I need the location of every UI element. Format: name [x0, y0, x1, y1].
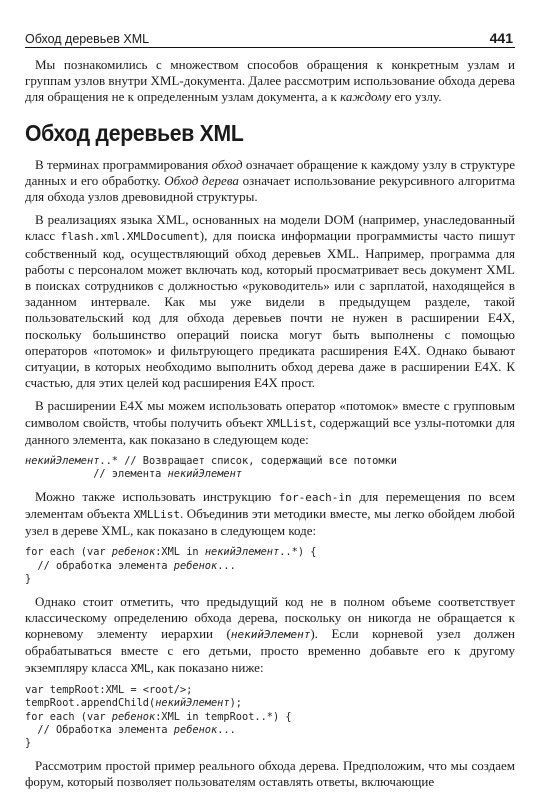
running-title: Обход деревьев XML [25, 32, 150, 46]
for-each-paragraph: Можно также использовать инструкцию for-each-in для перемещения по всем элементам объекта XMLList. Объединив эти методики вместе, мы легко обойдем любой узел в дереве XML, как показано в следующем коде: [25, 488, 515, 539]
code-listing-3: var tempRoot:XML = <root/>; tempRoot.appendChild(некийЭлемент); for each (var ребенок:XML in tempRoot..*) { // Обработка элемента ребенок... } [25, 683, 292, 750]
page-number: 441 [489, 30, 513, 46]
root-paragraph: Однако стоит отметить, что предыдущий код не в полном объеме соответствует классическому определению обхода дерева, поскольку он никогда не обращается к корневому элементу иерархии (некийЭлемент). Если корневой узел должен обрабатываться вместе с его детьми, просто временно добавьте его к другому экземпляру класса XML, как показано ниже: [25, 593, 516, 675]
code-listing-2: for each (var ребенок:XML in некийЭлемент..*) { // обработка элемента ребенок... } [25, 546, 317, 586]
header-rule [25, 47, 515, 48]
page-body [25, 57, 515, 797]
code-listing-1: некийЭлемент..* // Возвращает список, содержащий все потомки // элемента некийЭлемент [25, 455, 397, 481]
running-header [25, 20, 513, 46]
intro-paragraph: Мы познакомились с множеством способов обращения к конкретным узлам и группам узлов внутри XML-документа. Далее рассмотрим использование обхода дерева для обращения не к определенным узлам документа, а к каждому его узлу. [25, 57, 515, 105]
definition-paragraph: В терминах программирования обход означает обращение к каждому узлу в структуре данных и его обработку. Обход дерева означает использование рекурсивного алгоритма для обхода узлов древовидной структуры. [25, 156, 515, 205]
example-paragraph: Рассмотрим простой пример реального обхода дерева. Предположим, что мы создаем форум, который позволяет пользователям оставлять ответы, включающие [25, 757, 515, 789]
descendant-paragraph: В расширении E4X мы можем использовать оператор «потомок» вместе с групповым символом свойств, чтобы получить объект XMLList, содержащий все узлы-потомки для данного элемента, как показано в следующем коде: [25, 398, 516, 447]
section-heading: Обход деревьев XML [25, 119, 244, 146]
dom-paragraph: В реализациях языка XML, основанных на модели DOM (например, унаследованный класс flash.xml.XMLDocument), для поиска информации программисты часто пишут собственный код, осуществляющий обход деревьев XML. Например, программа для работы с персоналом может включать код, который просматривает весь документ XML в поисках сотрудников с должностью «руководитель» или с зарплатой, находящейся в заданном интервале. Как мы уже видели в предыдущем разделе, такой пользовательский код для обхода деревьев почти не нужен в расширении E4X, поскольку большинство операций поиска могут быть выполнены с помощью операторов «потомок» и фильтрующего предиката расширения E4X. Однако бывают ситуации, в которых необходимо выполнить обход дерева даже в расширении E4X. К счастью, для этих целей код расширения E4X прост. [25, 212, 515, 391]
